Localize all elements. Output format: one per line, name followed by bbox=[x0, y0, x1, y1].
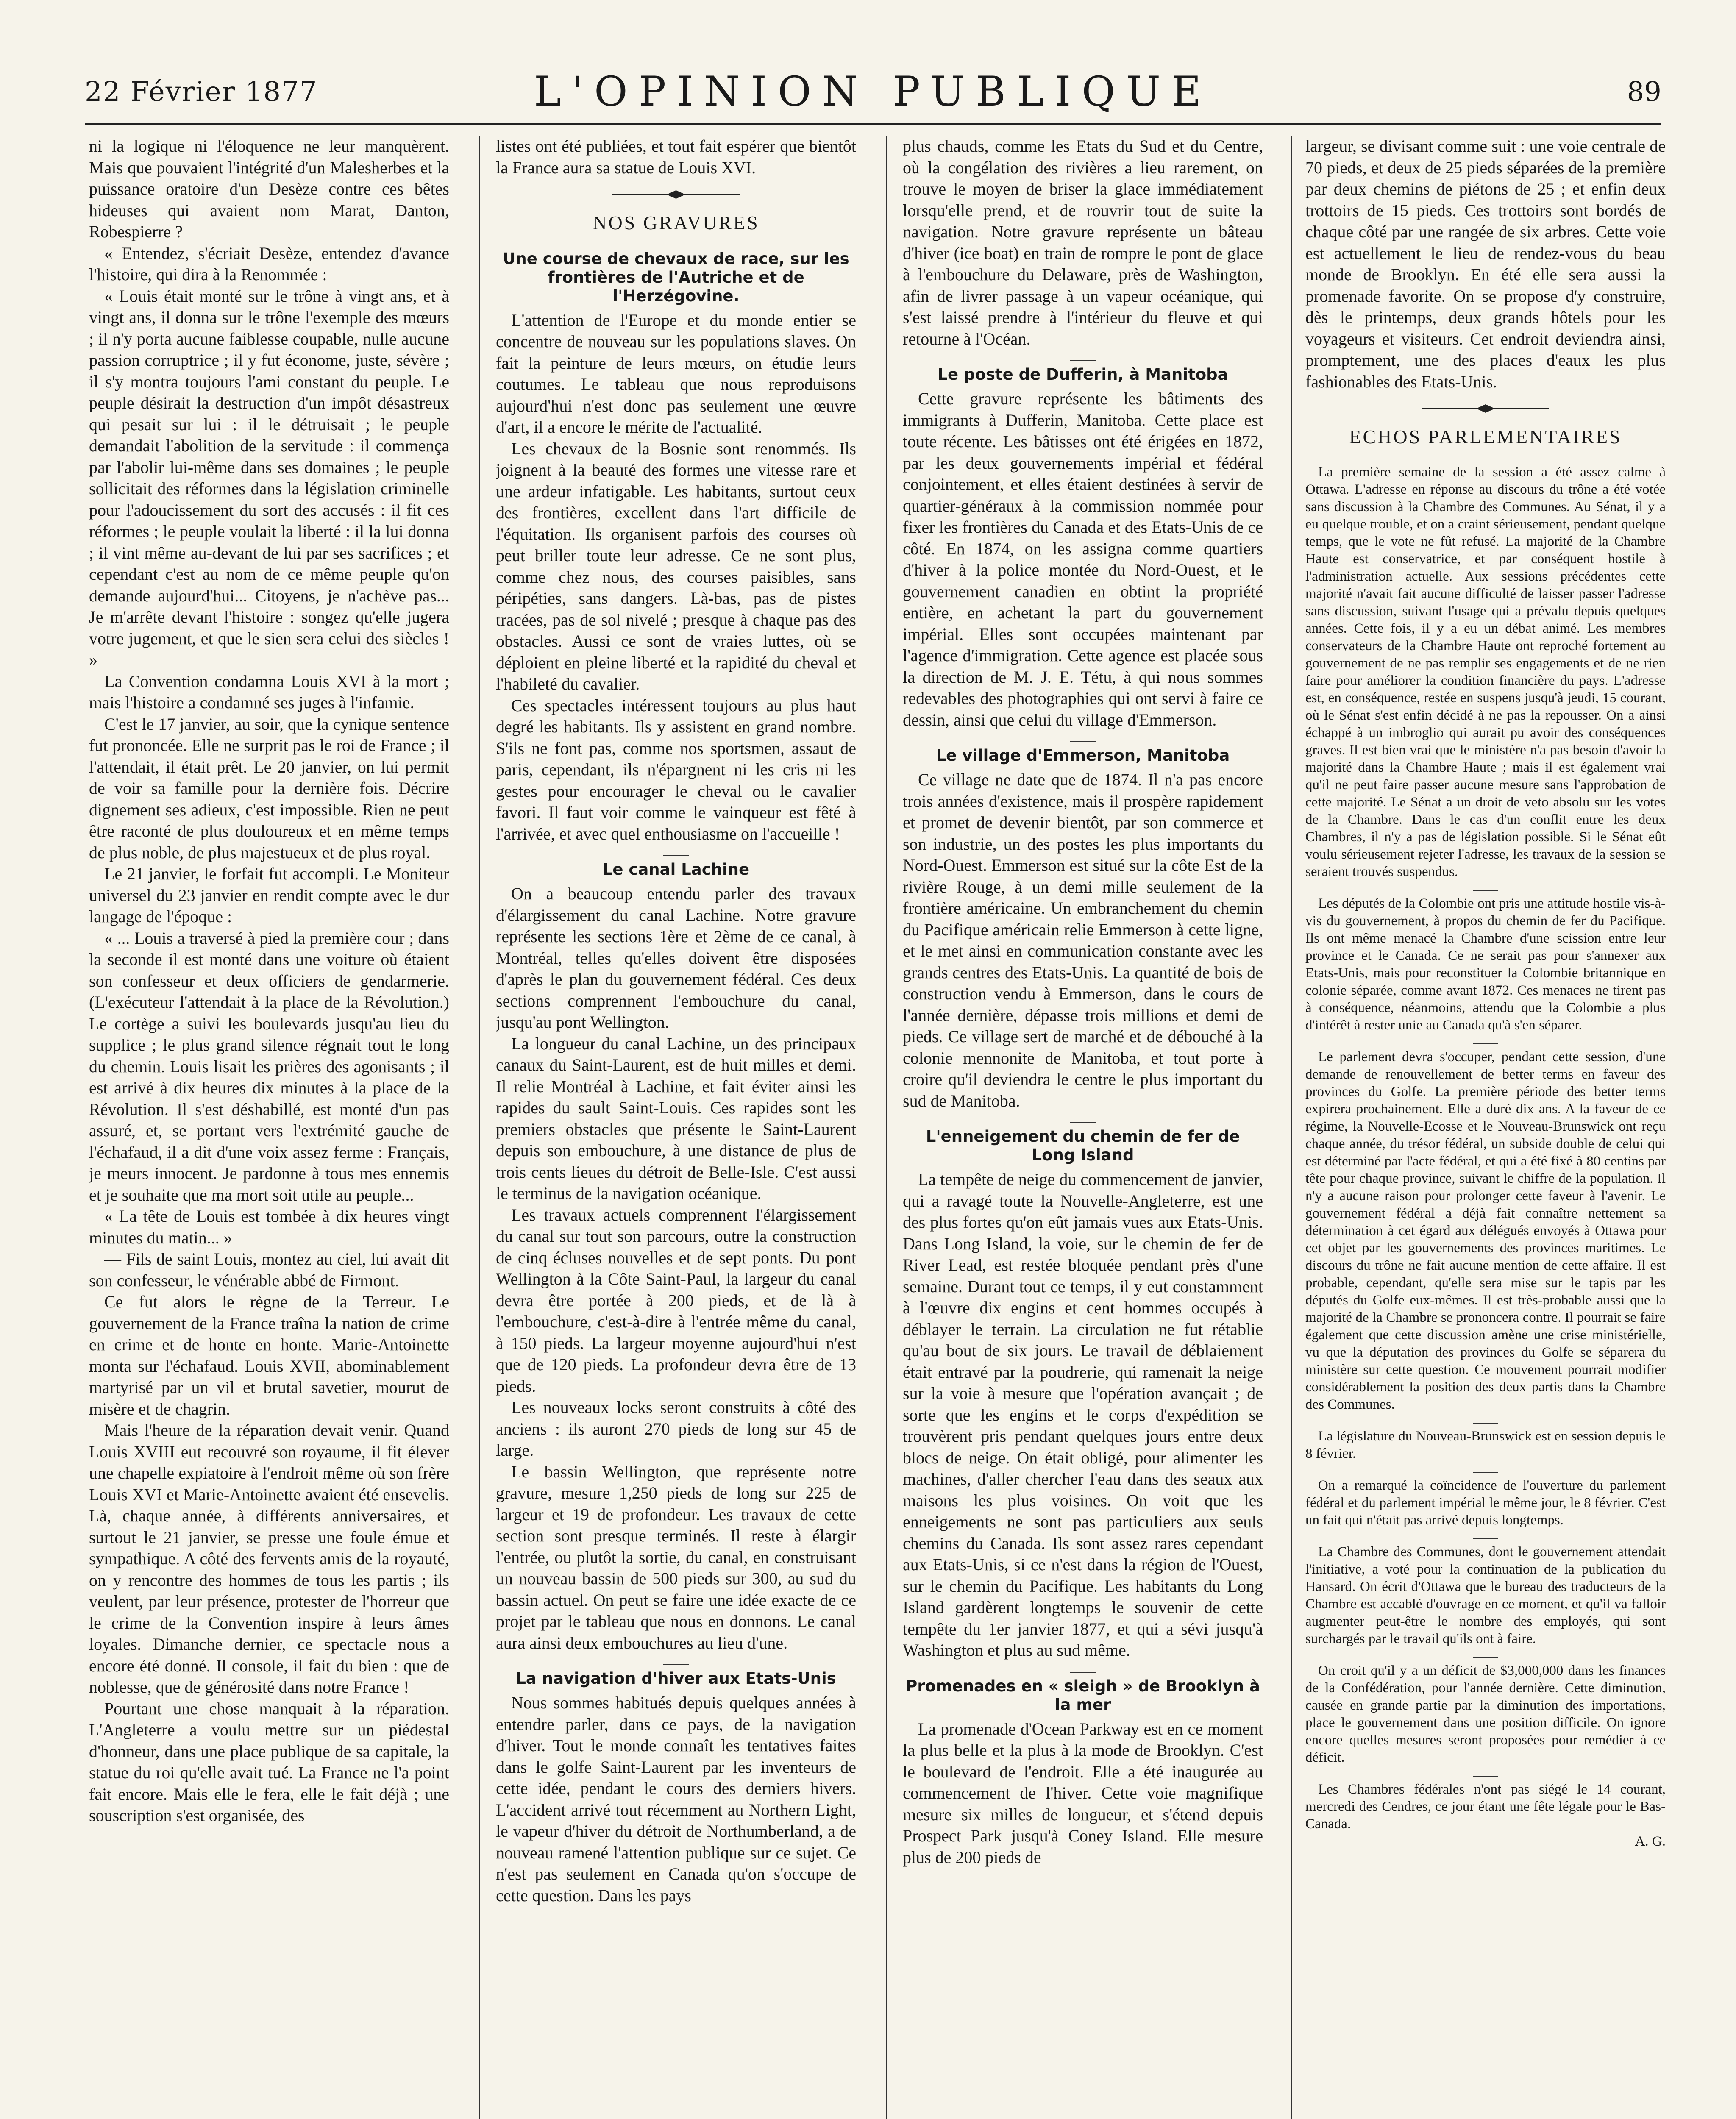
dash-divider bbox=[903, 353, 1263, 361]
paragraph: La longueur du canal Lachine, un des principaux canaux du Saint-Laurent, est de huit milles et demi. Il relie Montréal à Lachine, et fait éviter ainsi les rapides du sault Saint-Louis. Ces rapides sont les premiers obstacles que présente le Saint-Laurent depuis son embouchure, à une distance de plus de trois cents lieues du détroit de Belle-Isle. C'est aussi le terminus de la navigation océanique. bbox=[496, 1034, 856, 1203]
paragraph: La première semaine de la session a été assez calme à Ottawa. L'adresse en réponse au discours du trône a été votée sans discussion à la Chambre des Communes. Au Sénat, il y a eu quelque trouble, et on a craint sérieusement, pendant quelque temps, que le vote ne fût refusé. La majorité de la Chambre Haute est conservatrice, et par conséquent hostile à l'administration actuelle. Aux sessions précédentes cette majorité n'avait fait aucune difficulté de laisser passer l'adresse sans discussion, suivant l'usage qui a prévalu depuis quelques années. Cette fois, il y a eu un débat animé. Les membres conservateurs de la Chambre Haute ont reproché fortement au gouvernement de ne pas remplir ses engagements et de ne rien faire pour améliorer la condition financière du pays. L'adresse est, en conséquence, restée en suspens jusqu'à jeudi, 15 courant, où le Sénat s'est enfin décidé à ne pas la repousser. On a ainsi échappé à un imbroglio qui aurait pu avoir des conséquences graves. Il est bien vrai que le ministère n'a pas besoin d'avoir la majorité dans la Chambre Haute ; mais il est également vrai qu'il ne peut faire passer aucune mesure sans l'approbation de cette majorité. Le Sénat a un droit de veto absolu sur les votes de la Chambre. Dans le cas d'un conflit entre les deux Chambres, il n'y a pas de législation possible. Si le Sénat eût voulu sérieusement rejeter l'adresse, les travaux de la session se seraient trouvés suspendus. bbox=[1305, 464, 1666, 879]
paragraph: On a remarqué la coïncidence de l'ouverture du parlement fédéral et du parlement impérial le même jour, le 8 février. C'est un fait qui n'était pas arrivé depuis longtemps. bbox=[1305, 1477, 1666, 1528]
paragraph: Cette gravure représente les bâtiments des immigrants à Dufferin, Manitoba. Cette place est toute récente. Les bâtisses ont été érigées en 1872, par les deux gouvernements impérial et fédéral conjointement, et elles étaient destinées à servir de quartier-généraux à la commission nommée pour fixer les frontières du Canada et des Etats-Unis de ce côté. En 1874, on les assigna comme quartiers d'hiver à la police montée du Nord-Ouest, et le gouvernement canadien en obtint la propriété entière, en achetant la part du gouvernement impérial. Elles sont occupées maintenant par l'agence d'immigration. Cette agence est placée sous la direction de M. J. E. Tétu, à qui nous sommes redevables des photographies qui ont servi à faire ce dessin, ainsi que celui du village d'Emmerson. bbox=[903, 389, 1263, 729]
paragraph: Les députés de la Colombie ont pris une attitude hostile vis-à-vis du gouvernement, à propos du chemin de fer du Pacifique. Ils ont même menacé la Chambre d'une scission entre leur province et le Canada. Ce ne serait pas pour s'annexer aux Etats-Unis, mais pour reconstituer la Colombie britannique en colonie séparée, comme avant 1872. Ces menaces ne tirent pas à conséquence, néanmoins, attendu que la Colombie a plus d'intérêt à rester unie au Canada qu'à s'en séparer. bbox=[1305, 895, 1666, 1033]
paragraph: Le 21 janvier, le forfait fut accompli. Le Moniteur universel du 23 janvier en rendit compte avec le dur langage de l'époque : bbox=[89, 864, 449, 926]
author-signature: A. G. bbox=[1635, 1833, 1666, 1849]
paragraph: Ces spectacles intéressent toujours au plus haut degré les habitants. Ils y assistent en grand nombre. S'ils ne font pas, comme nos sportsmen, assaut de paris, cependant, ils n'épargnent ni les cris ni les gestes pour encourager le cheval ou le cavalier favori. Il faut voir comme le vainqueur est fêté à l'arrivée, et avec quel enthousiasme on l'accueille ! bbox=[496, 695, 856, 843]
dash-divider bbox=[1305, 1770, 1666, 1777]
paragraph: On croit qu'il y a un déficit de $3,000,000 dans les finances de la Confédération, pour l'année dernière. Cette diminution, causée en grande partie par la diminution des importations, place le gouvernement dans une position difficile. On ignore encore quelles mesures seront proposées pour remédier à ce déficit. bbox=[1305, 1663, 1666, 1765]
newspaper-title: L'OPINION PUBLIQUE bbox=[534, 68, 1213, 115]
column-divider bbox=[479, 136, 480, 2119]
paragraph: La tempête de neige du commencement de janvier, qui a ravagé toute la Nouvelle-Angleterre, est une des plus fortes qu'on eût jamais vues aux Etats-Unis. Dans Long Island, la voie, sur le chemin de fer de River Lead, est restée bloquée pendant près d'une semaine. Durant tout ce temps, il y eut constamment à l'œuvre dix engins et cent hommes occupés à déblayer le terrain. La circulation ne fut rétablie qu'au bout de six jours. Le travail de déblaiement était entravé par la poudrerie, qui ramenait la neige sur la voie à mesure que l'opération avançait ; de sorte que les engins et le corps d'expédition se trouvèrent pris pendant quelques jours entre deux blocs de neige. On était obligé, pour alimenter les machines, d'aller chercher l'eau dans des seaux aux maisons les plus voisines. On voit que les enneigements ne sont pas particuliers aux seuls chemins du Canada. Ils sont assez rares cependant aux Etats-Unis, si ce n'est dans la région de l'Ouest, sur le chemin du Pacifique. Les habitants du Long Island gardèrent longtemps le souvenir de cette tempête du 1er janvier 1877, et qui a sévi jusqu'à Washington et plus au sud même. bbox=[903, 1170, 1263, 1660]
paragraph: largeur, se divisant comme suit : une voie centrale de 70 pieds, et deux de 25 pieds séparées de la première par deux chemins de piétons de 25 ; et enfin deux trottoirs de 15 pieds. Ces trottoirs sont bordés de chaque côté par une rangée de six arbres. Cette voie est actuellement le lieu de rendez-vous du beau monde de Brooklyn. En été elle sera aussi la promenade favorite. On se propose d'y construire, dès le printemps, deux grands hôtels pour les voyageurs et visiteurs. Cet endroit deviendra ainsi, promptement, une des places d'eaux les plus fashionables des Etats-Unis. bbox=[1305, 136, 1666, 391]
paragraph: Les Chambres fédérales n'ont pas siégé le 14 courant, mercredi des Cendres, ce jour étant une fête légale pour le Bas-Canada. bbox=[1305, 1781, 1666, 1832]
article-heading: Promenades en « sleigh » de Brooklyn à la mer bbox=[906, 1677, 1260, 1714]
column-divider bbox=[886, 136, 887, 2119]
paragraph: « Louis était monté sur le trône à vingt ans, et à vingt ans, il donna sur le trône l'exemple des mœurs ; il n'y porta aucune faiblesse coupable, nulle aucune passion corruptrice ; il y fut économe, juste, sévère ; il s'y montra toujours l'ami constant du peuple. Le peuple désirait la destruction d'un impôt désastreux qui pesait sur lui : il le détruisait ; le peuple demandait l'abolition de la servitude : il commença par l'abolir lui-même dans ses domaines ; le peuple sollicitait des réformes dans la législation criminelle pour l'adoucissement du sort des accusés : il fit ces réformes ; le peuple voulait la liberté : il la lui donna ; il vint même au-devant de lui par ses sacrifices ; et cependant c'est au nom de ce même peuple qu'on demande aujourd'hui... Citoyens, je n'achève pas... Je m'arrête devant l'histoire : songez qu'elle jugera votre jugement, et que le sien sera celui des siècles ! » bbox=[89, 286, 449, 669]
paragraph: La promenade d'Ocean Parkway est en ce moment la plus belle et la plus à la mode de Brooklyn. C'est le boulevard de l'endroit. Elle a été inaugurée au commencement de l'hiver. Cette voie magnifique mesure six milles de longueur, et s'étend depuis Prospect Park jusqu'à Coney Island. Elle mesure plus de 200 pieds de bbox=[903, 1719, 1263, 1867]
section-title: NOS GRAVURES bbox=[593, 212, 760, 234]
article-heading: La navigation d'hiver aux Etats-Unis bbox=[516, 1669, 836, 1688]
paragraph: La Chambre des Communes, dont le gouvernement attendait l'initiative, a voté pour la continuation de la publication du Hansard. On écrit d'Ottawa que le bureau des traducteurs de la Chambre est accablé d'ouvrage en ce moment, et qu'il va falloir augmenter peut-être le nombre des employés, qui sont surchargés par le travail qu'ils ont à faire. bbox=[1305, 1544, 1666, 1646]
paragraph: On a beaucoup entendu parler des travaux d'élargissement du canal Lachine. Notre gravure représente les sections 1ère et 2ème de ce canal, à Montréal, telles qu'elles doivent être disposées d'après le plan du gouvernement fédéral. Ces deux sections comprennent l'embouchure du canal, jusqu'au pont Wellington. bbox=[496, 884, 856, 1032]
dash-divider bbox=[496, 848, 856, 856]
paragraph: Nous sommes habitués depuis quelques années à entendre parler, dans ce pays, de la navigation d'hiver. Tout le monde connaît les tentatives faites dans le golfe Saint-Laurent par les inventeurs de cette idée, pendant le cours des derniers hivers. L'accident arrivé tout récemment au Northern Light, le vapeur d'hiver du détroit de Northumberland, a de nouveau ramené l'attention publique sur ce sujet. Ce n'est pas seulement en Canada qu'on s'occupe de cette question. Dans les pays bbox=[496, 1693, 856, 1905]
article-heading: Le village d'Emmerson, Manitoba bbox=[936, 746, 1230, 765]
paragraph: Les travaux actuels comprennent l'élargissement du canal sur tout son parcours, outre la construction de cinq écluses nouvelles et de sept ponts. Du pont Wellington à la Côte Saint-Paul, la largeur du canal devra être portée à 200 pieds, et de là à l'embouchure, c'est-à-dire à l'entrée même du canal, à 150 pieds. La largeur moyenne aujourd'hui n'est que de 120 pieds. La profondeur devra être de 13 pieds. bbox=[496, 1205, 856, 1396]
paragraph: La Convention condamna Louis XVI à la mort ; mais l'histoire a condamné ses juges à l'infamie. bbox=[89, 671, 449, 712]
paragraph: « Entendez, s'écriait Desèze, entendez d'avance l'histoire, qui dira à la Renommée : bbox=[89, 243, 449, 284]
dash-divider bbox=[1305, 1417, 1666, 1424]
paragraph: listes ont été publiées, et tout fait espérer que bientôt la France aura sa statue de Louis XVI. bbox=[496, 136, 856, 177]
dash-divider bbox=[1305, 884, 1666, 891]
paragraph: « ... Louis a traversé à pied la première cour ; dans la seconde il est monté dans une voiture où étaient son confesseur et deux officiers de gendarmerie. (L'exécuteur l'attendait à la place de la Révolution.) Le cortège a suivi les boulevards jusqu'au lieu du supplice ; le plus grand silence régnait tout le long du chemin. Louis lisait les prières des agonisants ; il est arrivé à dix heures dix minutes à la place de la Révolution. Il s'est déshabillé, est monté d'un pas assuré, et, se portant vers l'extrémité gauche de l'échafaud, il a dit d'une voix assez ferme : Français, je meurs innocent. Je pardonne à tous mes ennemis et je souhaite que ma mort soit utile au peuple... bbox=[89, 928, 449, 1204]
column-4 bbox=[1305, 136, 1666, 2119]
paragraph: plus chauds, comme les Etats du Sud et du Centre, où la congélation des rivières a lieu rarement, on trouve le moyen de briser la glace immédiatement lorsqu'elle prend, et de rouvrir tout de suite la navigation. Notre gravure représente un bâteau d'hiver (ice boat) en train de rompre le pont de glace à l'embouchure du Delaware, près de Washington, afin de livrer passage à un vapeur océanique, qui s'est laissé prendre à l'intérieur du fleuve et qui retourne à l'Océan. bbox=[903, 136, 1263, 348]
header-rule bbox=[85, 123, 1661, 125]
dash-divider bbox=[1305, 1532, 1666, 1539]
dash-divider bbox=[496, 1657, 856, 1665]
paragraph: Le parlement devra s'occuper, pendant cette session, d'une demande de renouvellement de better terms en faveur des provinces du Golfe. La première période des better terms expirera prochainement. Elle a duré dix ans. A la faveur de ce régime, la Nouvelle-Ecosse et le Nouveau-Brunswick ont reçu chaque année, du trésor fédéral, un subside double de celui qui est déterminé par l'acte fédéral, et qui a été fixé à 80 centins par tête pour chaque province, suivant le chiffre de la population. Il n'y a aucune raison pour prolonger cette faveur à l'avenir. Le gouvernement fédéral a déjà fait connaître nettement sa détermination à cet égard aux délégués envoyés à Ottawa pour cet objet par les gouvernements des provinces maritimes. Le discours du trône ne fait aucune mention de cette affaire. Il est probable, cependant, qu'elle sera mise sur le tapis par les députés du Golfe eux-mêmes. Il est très-probable aussi que la majorité de la Chambre se prononcera contre. Il pourrait se faire également que cette discussion amène une crise ministérielle, vu que la députation des provinces du Golfe se séparera du ministère sur cette question. Ce mouvement pourrait modifier considérablement la position des deux partis dans la Chambre des Communes. bbox=[1305, 1049, 1666, 1412]
parliament-notes bbox=[1305, 464, 1666, 1850]
column-3 bbox=[903, 136, 1263, 2119]
paragraph: L'attention de l'Europe et du monde entier se concentre de nouveau sur les populations slaves. On fait la peinture de leurs mœurs, on étudie leurs coutumes. Le tableau que nous reproduisons aujourd'hui n'est donc pas seulement une œuvre d'art, il a encore le mérite de l'actualité. bbox=[496, 310, 856, 437]
paragraph: Les nouveaux locks seront construits à côté des anciens : ils auront 270 pieds de long sur 45 de large. bbox=[496, 1398, 856, 1460]
paragraph: — Fils de saint Louis, montez au ciel, lui avait dit son confesseur, le vénérable abbé de Firmont. bbox=[89, 1249, 449, 1290]
paragraph: Mais l'heure de la réparation devait venir. Quand Louis XVIII eut recouvré son royaume, il fit élever une chapelle expiatoire à l'endroit même où son frère Louis XVI et Marie-Antoinette avaient été ensevelis. Là, chaque année, à différents anniversaires, et surtout le 21 janvier, se presse une foule émue et sympathique. A côté des fervents amis de la royauté, on y rencontre des hommes de tous les partis ; ils veulent, par leur présence, protester de l'horreur que le crime de la Convention inspire à leurs âmes loyales. Dimanche dernier, ce spectacle nous a encore été donné. Il console, il fait du bien : que de noblesse, que de générosité dans notre France ! bbox=[89, 1421, 449, 1696]
issue-date: 22 Février 1877 bbox=[85, 76, 318, 108]
paragraph: C'est le 17 janvier, au soir, que la cynique sentence fut prononcée. Elle ne surprit pas le roi de France ; il l'attendait, il était prêt. Le 20 janvier, on lui permit de voir sa famille pour la dernière fois. Décrire dignement ses adieux, c'est impossible. Rien ne peut être raconté de plus douloureux et en même temps de plus noble, de plus majestueux et de plus royal. bbox=[89, 714, 449, 862]
dash-divider bbox=[1305, 1466, 1666, 1473]
ornament-divider bbox=[608, 189, 744, 200]
article-heading: L'enneigement du chemin de fer de Long Island bbox=[926, 1127, 1240, 1164]
dash-divider bbox=[903, 1665, 1263, 1673]
paragraph: Les chevaux de la Bosnie sont renommés. Ils joignent à la beauté des formes une vitesse rare et une ardeur infatigable. Les habitants, surtout ceux des frontières, excellent dans l'art difficile de l'équitation. Ils organisent parfois des courses où peut briller toute leur adresse. Ce ne sont plus, comme chez nous, des courses paisibles, sans péripéties, sans dangers. Là-bas, pas de pistes tracées, pas de sol nivelé ; presque à chaque pas des obstacles. Aussi ce sont de vraies luttes, où se déploient en pleine liberté et la rapidité du cheval et l'habileté du cavalier. bbox=[496, 439, 856, 693]
paragraph: La législature du Nouveau-Brunswick est en session depuis le 8 février. bbox=[1305, 1428, 1666, 1461]
column-divider bbox=[1291, 136, 1292, 2119]
paragraph: « La tête de Louis est tombée à dix heures vingt minutes du matin... » bbox=[89, 1207, 449, 1247]
paragraph: Ce village ne date que de 1874. Il n'a pas encore trois années d'existence, mais il prospère rapidement et promet de devenir bientôt, par son commerce et son industrie, un des postes les plus importants du Nord-Ouest. Emmerson est situé sur la côte Est de la rivière Rouge, à un demi mille seulement de la frontière américaine. Un embranchement du chemin du Pacifique américain relie Emmerson à cette ligne, et le met ainsi en communication constante avec les grands centres des Etats-Unis. La quantité de bois de construction vendu à Emmerson, dans le cours de l'année dernière, dépasse trois millions et demi de pieds. Ce village sert de marché et de débouché à la colonie mennonite de Manitoba, et tout porte à croire qu'il deviendra le centre le plus important du sud de Manitoba. bbox=[903, 770, 1263, 1110]
column-1 bbox=[89, 136, 449, 2119]
ornament-divider bbox=[1418, 403, 1553, 414]
column-2 bbox=[496, 136, 856, 2119]
paragraph: Le bassin Wellington, que représente notre gravure, mesure 1,250 pieds de long sur 225 de largeur et 19 de profondeur. Les travaux de cette section sont presque terminés. Il reste à élargir l'entrée, ou plutôt la sortie, du canal, en construisant un nouveau bassin de 500 pieds sur 300, au sud du bassin actuel. On peut se faire une idée exacte de ce projet par le tableau que nous en donnons. Le canal aura ainsi deux embouchures au lieu d'une. bbox=[496, 1462, 856, 1652]
article-heading: Le poste de Dufferin, à Manitoba bbox=[938, 365, 1228, 384]
dash-divider bbox=[1305, 1651, 1666, 1658]
dash-divider bbox=[1305, 451, 1666, 459]
dash-divider bbox=[496, 237, 856, 245]
section-title: ECHOS PARLEMENTAIRES bbox=[1349, 426, 1622, 448]
dash-divider bbox=[903, 734, 1263, 742]
paragraph: Pourtant une chose manquait à la réparation. L'Angleterre a voulu mettre sur un piédestal d'honneur, dans une place publique de sa capitale, la statue du roi qu'elle avait tué. La France ne l'a point fait encore. Mais elle le fera, elle le fait déjà ; une souscription s'est organisée, des bbox=[89, 1699, 449, 1825]
dash-divider bbox=[1305, 1037, 1666, 1044]
article-heading: Une course de chevaux de race, sur les frontières de l'Autriche et de l'Herzégovine. bbox=[503, 249, 849, 305]
dash-divider bbox=[903, 1115, 1263, 1123]
paragraph: Ce fut alors le règne de la Terreur. Le gouvernement de la France traîna la nation de crime en crime et de honte en honte. Marie-Antoinette monta sur l'échafaud. Louis XVII, abominablement martyrisé par un vil et brutal savetier, mourut de misère et de chagrin. bbox=[89, 1292, 449, 1418]
paragraph: ni la logique ni l'éloquence ne leur manquèrent. Mais que pouvaient l'intégrité d'un Malesherbes et la puissance oratoire d'un Desèze contre ces bêtes hideuses qui avaient nom Marat, Danton, Robespierre ? bbox=[89, 136, 449, 241]
page-number: 89 bbox=[1627, 76, 1661, 108]
page-header bbox=[85, 64, 1661, 119]
article-heading: Le canal Lachine bbox=[602, 860, 750, 879]
